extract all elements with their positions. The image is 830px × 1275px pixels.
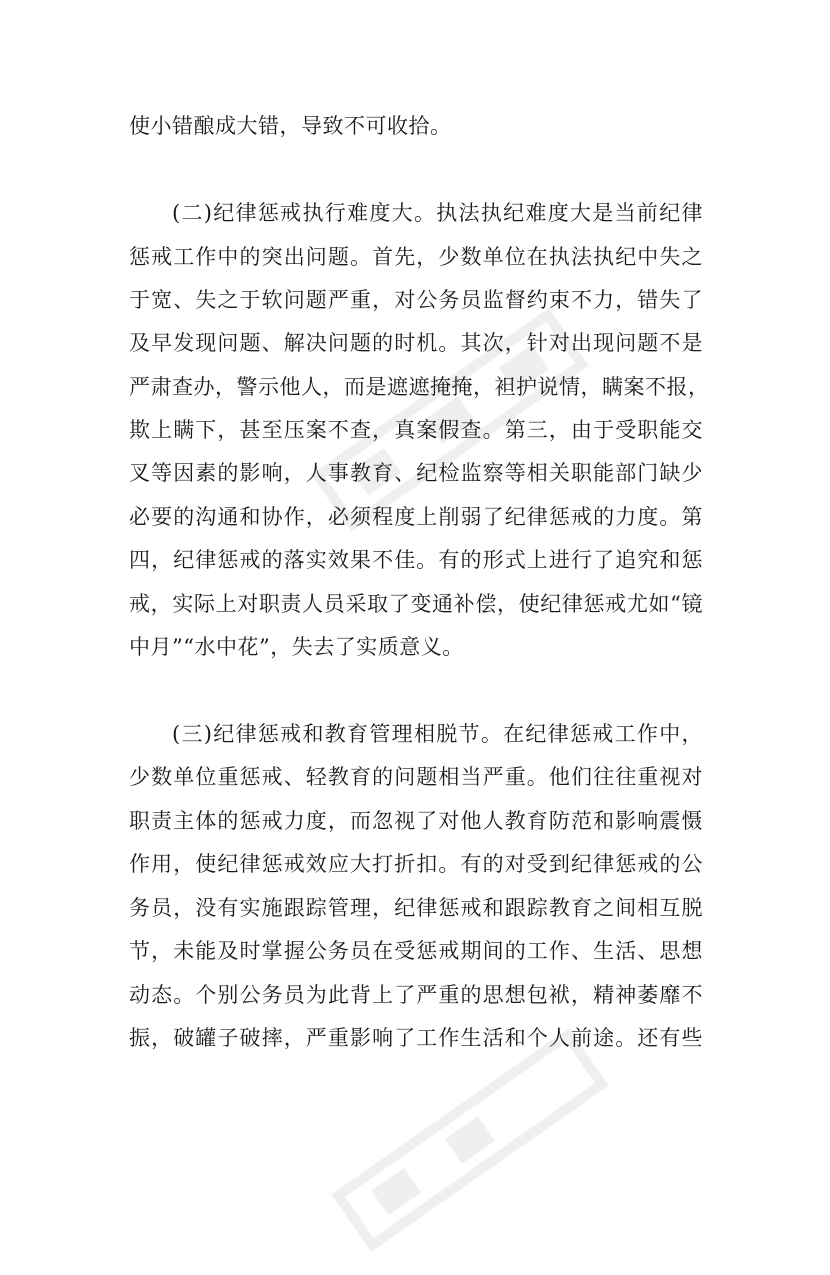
paragraph-line: 作用，使纪律惩戒效应大打折扣。有的对受到纪律惩戒的公 (129, 852, 703, 876)
paragraph-line: 中月”“水中花”，失去了实质意义。 (129, 635, 464, 659)
paragraph-line: 叉等因素的影响，人事教育、纪检监察等相关职能部门缺少 (129, 461, 703, 485)
paragraph-line: 戒，实际上对职责人员采取了变通补偿，使纪律惩戒尤如“镜 (129, 592, 703, 616)
section-heading-line: (三)纪律惩戒和教育管理相脱节。在纪律惩戒工作中， (172, 722, 703, 746)
paragraph-line: 惩戒工作中的突出问题。首先，少数单位在执法执纪中失之 (129, 245, 703, 269)
paragraph-line: 必要的沟通和协作，必须程度上削弱了纪律惩戒的力度。第 (129, 505, 703, 529)
paragraph-line: 及早发现问题、解决问题的时机。其次，针对出现问题不是 (129, 331, 703, 355)
paragraph-line: 节，未能及时掌握公务员在受惩戒期间的工作、生活、思想 (129, 939, 703, 963)
paragraph-line: 于宽、失之于软问题严重，对公务员监督约束不力，错失了 (129, 288, 703, 312)
paragraph-line: 动态。个别公务员为此背上了严重的思想包袱，精神萎靡不 (129, 983, 703, 1007)
paragraph-line: 职责主体的惩戒力度，而忽视了对他人教育防范和影响震慑 (129, 809, 703, 833)
section-heading-line: (二)纪律惩戒执行难度大。执法执纪难度大是当前纪律 (172, 201, 703, 225)
paragraph-line: 务员，没有实施跟踪管理，纪律惩戒和跟踪教育之间相互脱 (129, 896, 703, 920)
paragraph-line: 严肃查办，警示他人，而是遮遮掩掩，袒护说情，瞒案不报， (129, 375, 710, 399)
paragraph-line: 使小错酿成大错，导致不可收拾。 (129, 114, 452, 138)
paragraph-line: 振，破罐子破摔，严重影响了工作生活和个人前途。还有些 (129, 1026, 703, 1050)
paragraph-line: 欺上瞒下，甚至压案不查，真案假查。第三，由于受职能交 (129, 418, 703, 442)
paragraph-line: 四，纪律惩戒的落实效果不佳。有的形式上进行了追究和惩 (129, 548, 703, 572)
paragraph-line: 少数单位重惩戒、轻教育的问题相当严重。他们往往重视对 (129, 765, 703, 789)
